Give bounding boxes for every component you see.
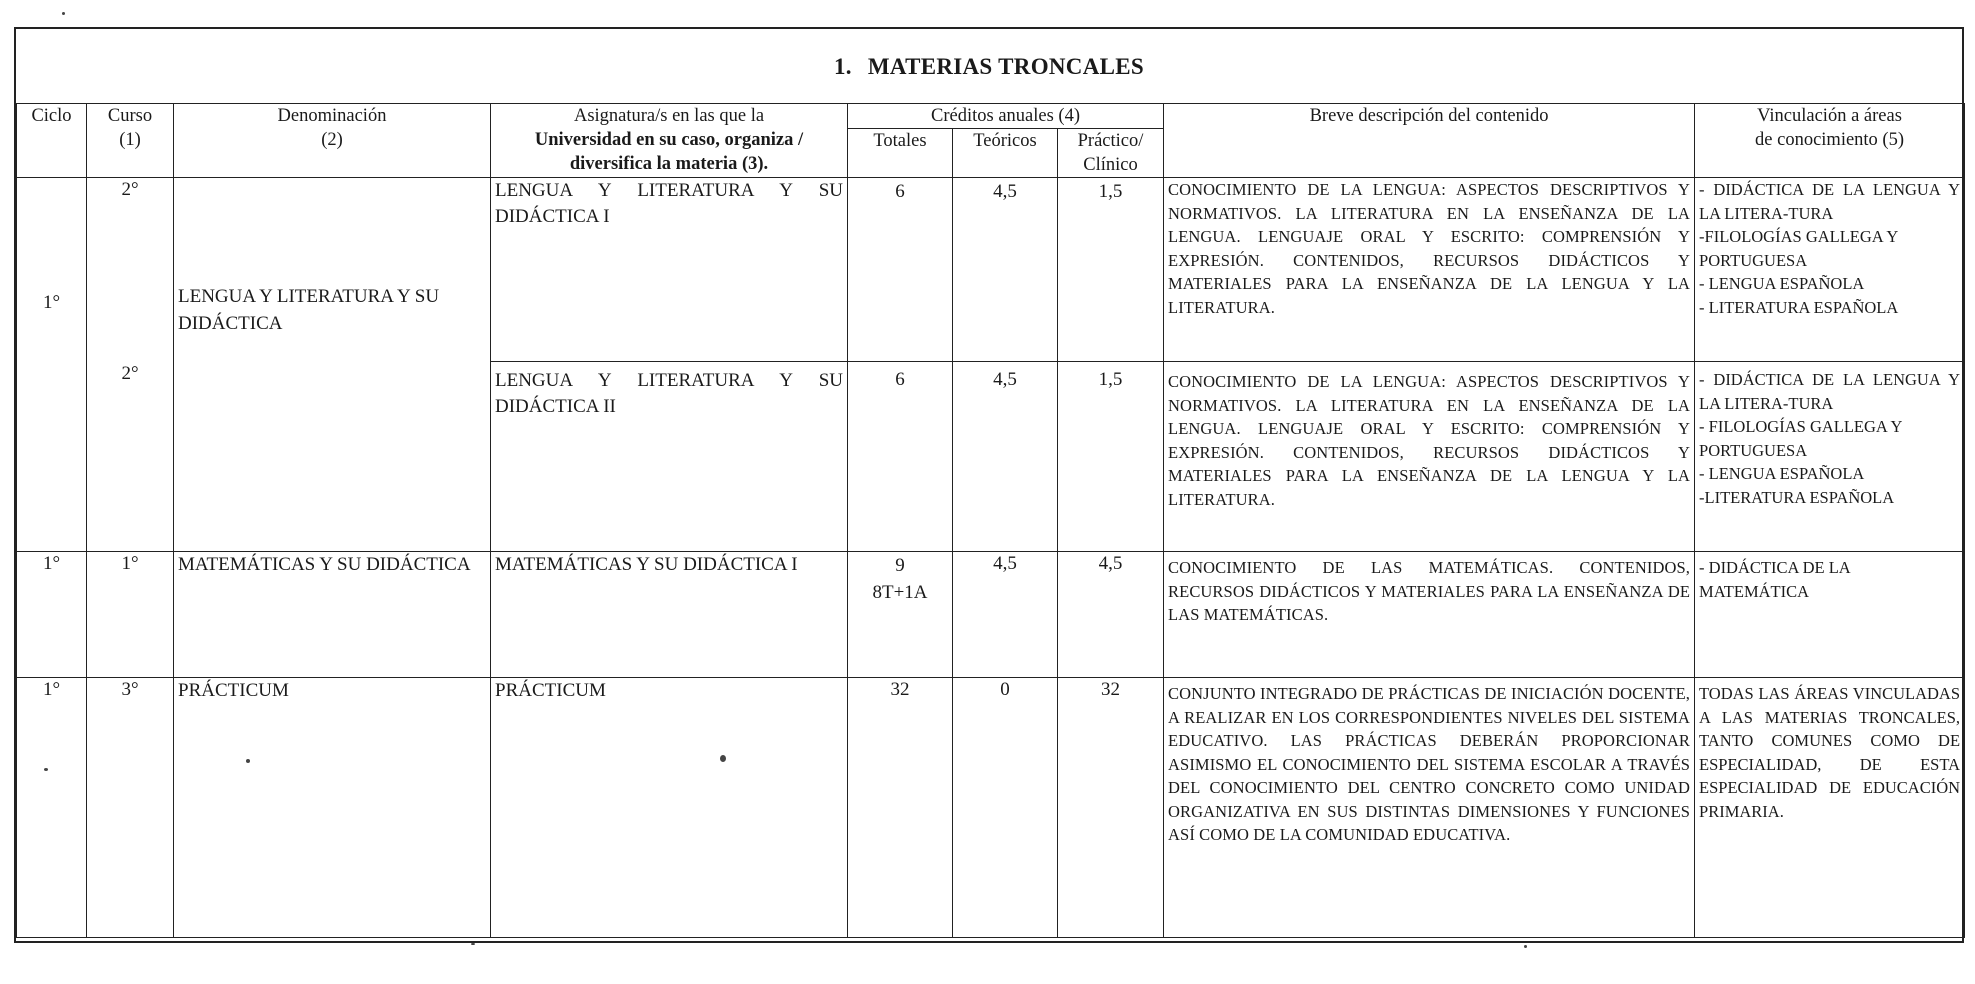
cell-vinculacion: [1695, 178, 1965, 362]
header-row-1: [17, 104, 1965, 129]
vinculacion-item: -LITERATURA ESPAÑOLA: [1699, 487, 1895, 507]
header-creditos: Créditos anuales (4): [848, 104, 1164, 129]
cell-descripcion: CONOCIMIENTO DE LA LENGUA: ASPECTOS DESCRIPTIVOS Y NORMATIVOS. LA LITERATURA EN LA ENSEÑANZA DE LA LENGUA. LENGUAJE ORAL Y ESCRITO: COMPRENSIÓN Y EXPRESIÓN. CONTENIDOS, RECURSOS DIDÁCTICOS Y MATERIALES PARA LA ENSEÑANZA DE LA LENGUA Y LA LITERATURA.: [1164, 362, 1695, 552]
vinculacion-item: - DIDÁCTICA DE LA LENGUA Y LA LITERA-TURA: [1699, 370, 1961, 413]
cell-denominacion: LENGUA Y LITERATURA Y SU DIDÁCTICA: [174, 178, 491, 552]
cell-descripcion: CONOCIMIENTO DE LAS MATEMÁTICAS. CONTENIDOS, RECURSOS DIDÁCTICOS Y MATERIALES PARA LA ENSEÑANZA DE LAS MATEMÁTICAS.: [1164, 552, 1695, 678]
vinculacion-item: - LENGUA ESPAÑOLA: [1699, 464, 1865, 483]
cell-vinculacion: [1695, 678, 1965, 938]
scan-speck: [471, 943, 475, 945]
header-totales: Totales: [848, 129, 953, 178]
cell-vinculacion: [1695, 362, 1965, 552]
vinculacion-item: - DIDÁCTICA DE LA LENGUA Y LA LITERA-TURA: [1699, 180, 1961, 223]
scan-speck: [246, 759, 250, 763]
cell-teoricos: 4,5: [953, 362, 1058, 552]
vinculacion-item: - DIDÁCTICA DE LA MATEMÁTICA: [1699, 558, 1850, 601]
document-sheet: [14, 27, 1964, 943]
header-vinculacion: Vinculación a áreas de conocimiento (5): [1695, 104, 1965, 178]
header-denominacion: Denominación (2): [174, 104, 491, 178]
header-descripcion: Breve descripción del contenido: [1164, 104, 1695, 178]
header-ciclo: Ciclo: [17, 104, 87, 178]
cell-curso: 2°: [87, 178, 174, 362]
cell-practico: 1,5: [1058, 178, 1164, 362]
vinculacion-item: - FILOLOGÍAS GALLEGA Y PORTUGUESA: [1699, 417, 1902, 460]
vinculacion-item: -FILOLOGÍAS GALLEGA Y PORTUGUESA: [1699, 227, 1898, 270]
scan-speck: [44, 768, 48, 771]
vinculacion-item: TODAS LAS ÁREAS VINCULADAS A LAS MATERIAS TRONCALES, TANTO COMUNES COMO DE ESPECIALIDAD, DE ESTA ESPECIALIDAD DE EDUCACIÓN PRIMARIA.: [1699, 684, 1961, 821]
cell-vinculacion: [1695, 552, 1965, 678]
vinculacion-item: - LITERATURA ESPAÑOLA: [1699, 297, 1899, 317]
table-row: [17, 678, 1965, 938]
cell-asignatura: LENGUA Y LITERATURA Y SU DIDÁCTICA II: [491, 362, 848, 552]
cell-asignatura: PRÁCTICUM: [491, 678, 848, 938]
cell-ciclo: 1°: [17, 678, 87, 938]
scan-speck: [1524, 945, 1527, 948]
cell-curso: 3°: [87, 678, 174, 938]
cell-teoricos: 0: [953, 678, 1058, 938]
cell-teoricos: 4,5: [953, 552, 1058, 678]
cell-practico: 1,5: [1058, 362, 1164, 552]
cell-curso: 2°: [87, 362, 174, 552]
section-title: [16, 54, 1962, 80]
cell-asignatura: LENGUA Y LITERATURA Y SU DIDÁCTICA I: [491, 178, 848, 362]
cell-descripcion: CONJUNTO INTEGRADO DE PRÁCTICAS DE INICIACIÓN DOCENTE, A REALIZAR EN LOS CORRESPONDIENTES NIVELES DEL SISTEMA EDUCATIVO. LAS PRÁCTICAS DEBERÁN PROPORCIONAR ASIMISMO EL CONOCIMIENTO DEL SISTEMA ESCOLAR A TRAVÉS DEL CONOCIMIENTO DEL CENTRO CONCRETO COMO UNIDAD ORGANIZATIVA EN SUS DISTINTAS DIMENSIONES Y FUNCIONES ASÍ COMO DE LA COMUNIDAD EDUCATIVA.: [1164, 678, 1695, 938]
table-row: [17, 178, 1965, 362]
section-number: 1.: [834, 54, 852, 79]
cell-curso: 1°: [87, 552, 174, 678]
cell-denominacion: MATEMÁTICAS Y SU DIDÁCTICA: [174, 552, 491, 678]
header-asignatura: Asignatura/s en las que la Universidad en su caso, organiza / diversifica la materia (3).: [491, 104, 848, 178]
cell-practico: 4,5: [1058, 552, 1164, 678]
cell-ciclo: 1°: [17, 552, 87, 678]
cell-practico: 32: [1058, 678, 1164, 938]
cell-ciclo: 1°: [17, 178, 87, 552]
scan-speck: [720, 755, 726, 762]
cell-asignatura: MATEMÁTICAS Y SU DIDÁCTICA I: [491, 552, 848, 678]
totales-extra: 8T+1A: [872, 582, 928, 603]
cell-descripcion: CONOCIMIENTO DE LA LENGUA: ASPECTOS DESCRIPTIVOS Y NORMATIVOS. LA LITERATURA EN LA ENSEÑANZA DE LA LENGUA. LENGUAJE ORAL Y ESCRITO: COMPRENSIÓN Y EXPRESIÓN. CONTENIDOS, RECURSOS DIDÁCTICOS Y MATERIALES PARA LA ENSEÑANZA DE LA LENGUA Y LA LITERATURA.: [1164, 178, 1695, 362]
header-practico: Práctico/ Clínico: [1058, 129, 1164, 178]
header-curso: Curso (1): [87, 104, 174, 178]
cell-teoricos: 4,5: [953, 178, 1058, 362]
cell-totales: 32: [848, 678, 953, 938]
cell-totales: 6: [848, 178, 953, 362]
header-teoricos: Teóricos: [953, 129, 1058, 178]
vinculacion-item: - LENGUA ESPAÑOLA: [1699, 274, 1865, 293]
scan-speck: [62, 12, 65, 15]
cell-totales: 9 8T+1A: [848, 552, 953, 678]
cell-denominacion: PRÁCTICUM: [174, 678, 491, 938]
cell-totales: 6: [848, 362, 953, 552]
table-row: [17, 552, 1965, 678]
materias-table: [16, 103, 1965, 938]
section-title-text: MATERIAS TRONCALES: [867, 54, 1144, 79]
